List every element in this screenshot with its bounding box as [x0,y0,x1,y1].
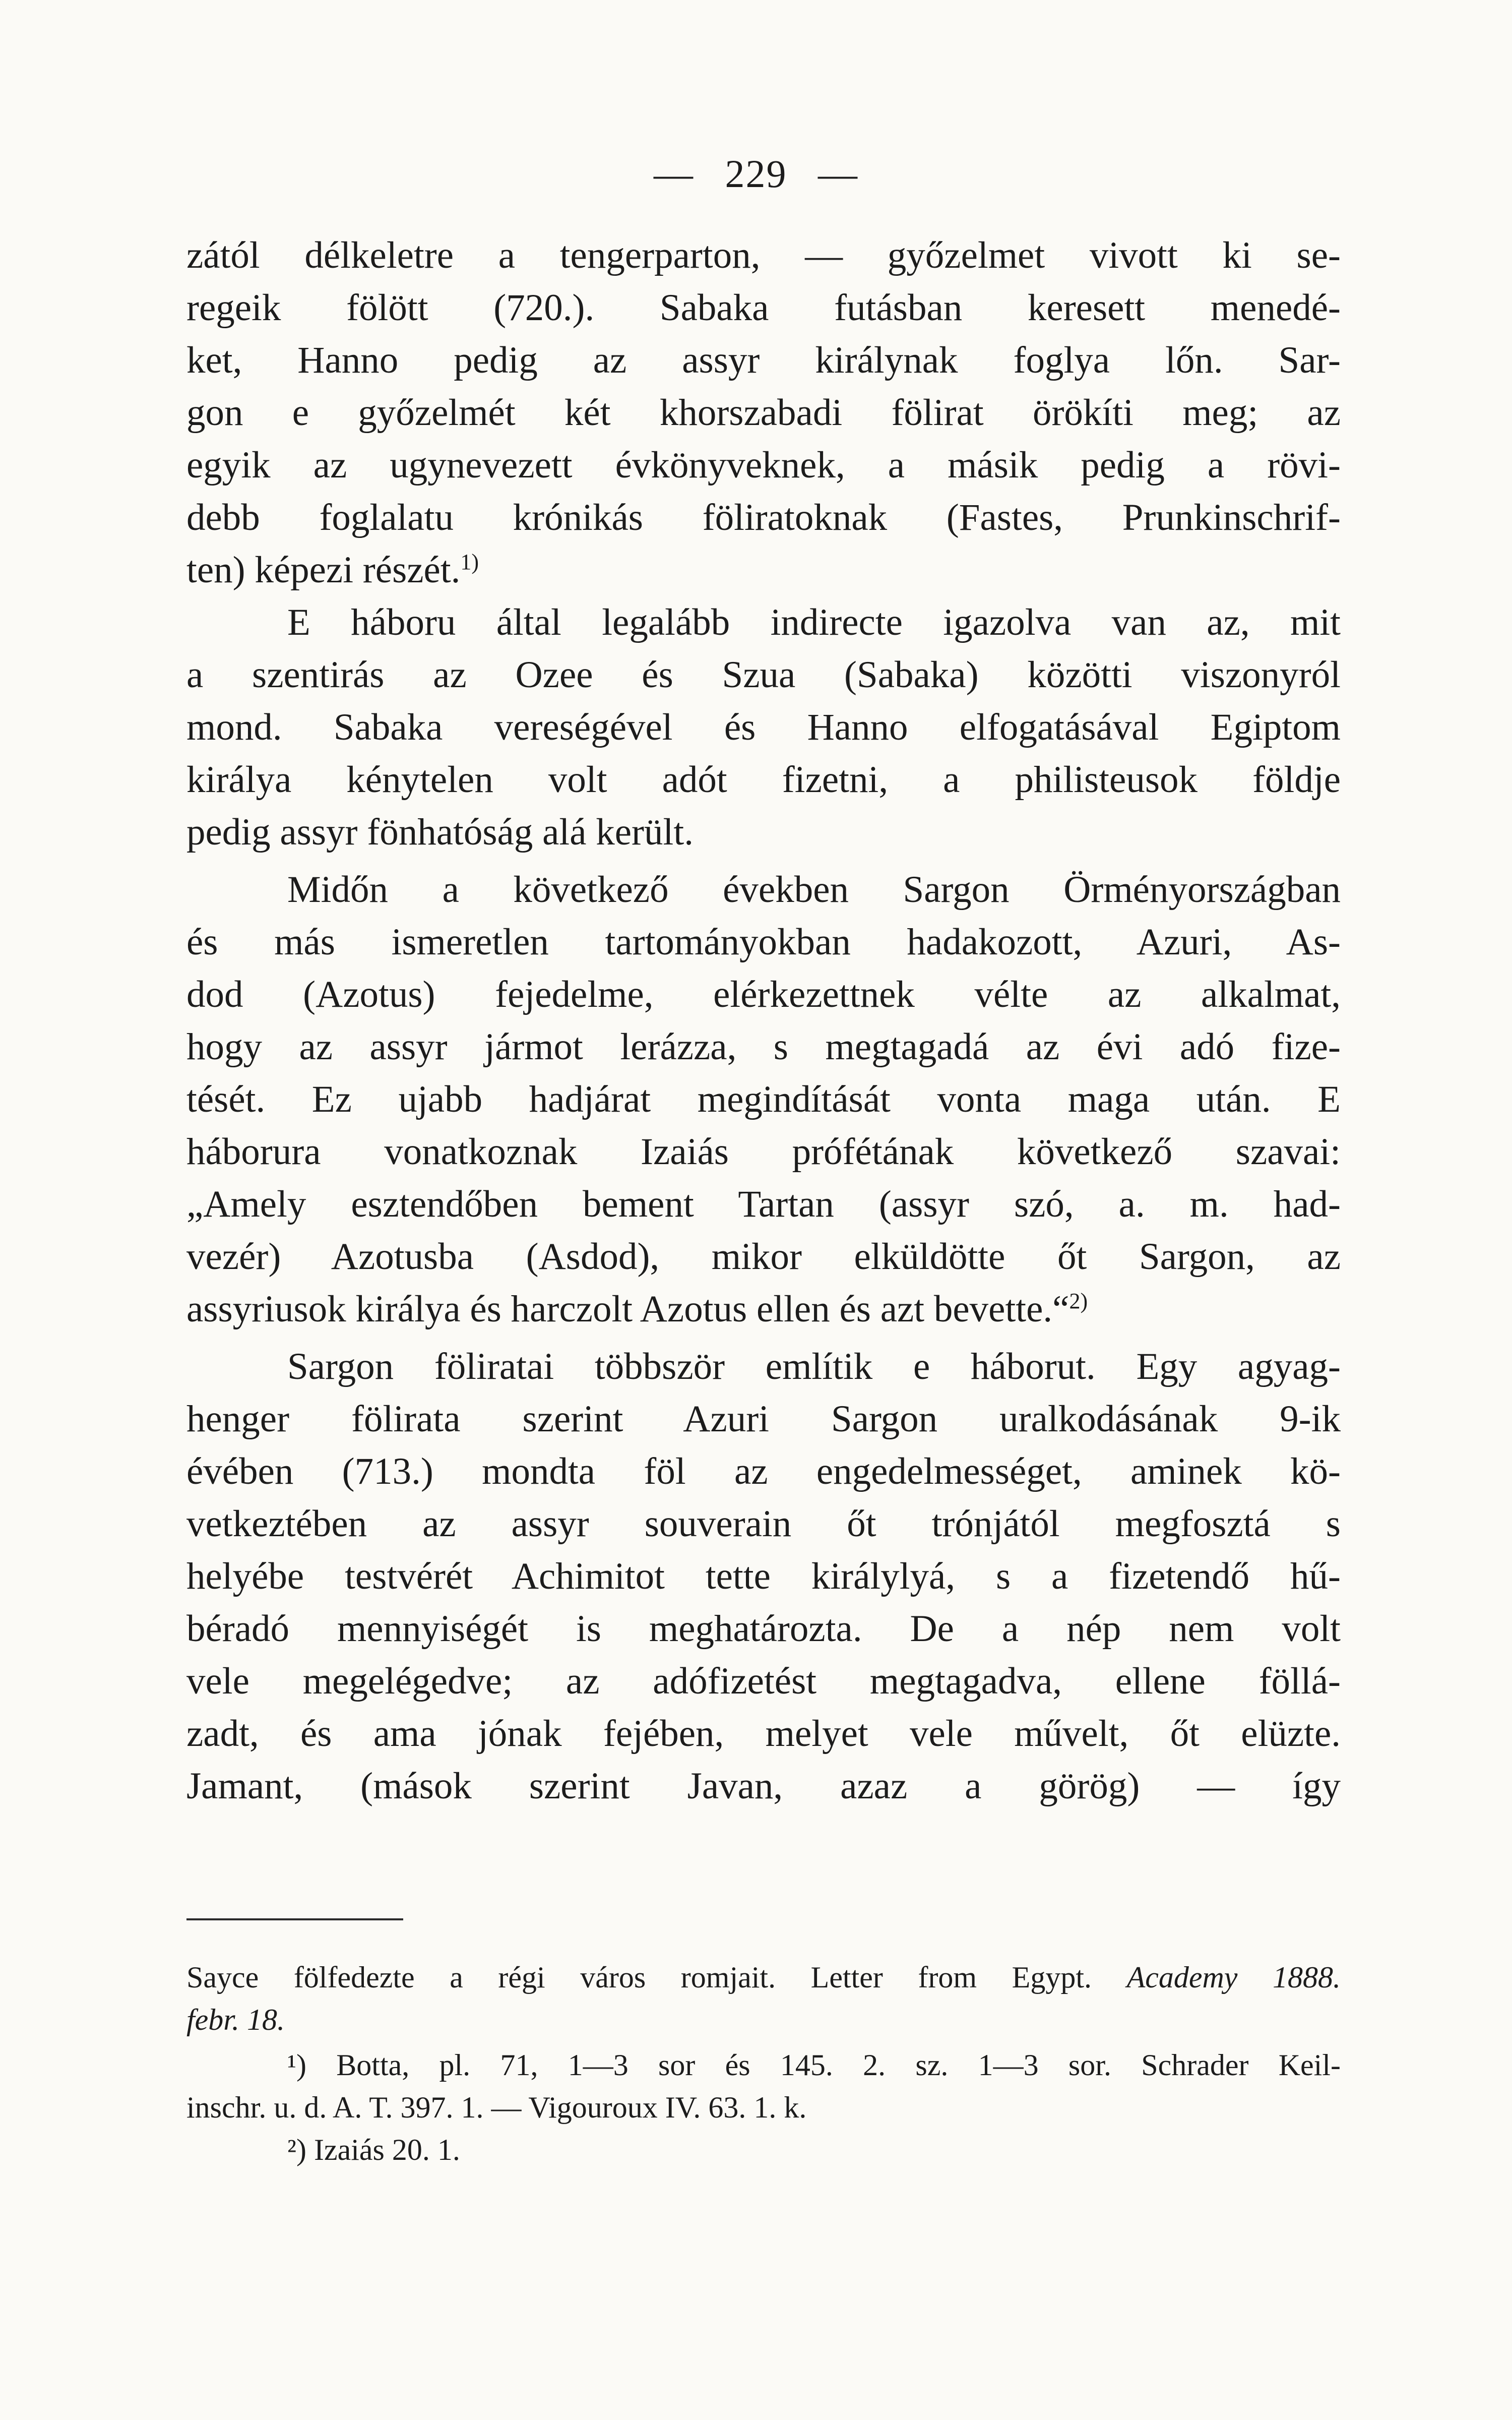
text-line: háborura vonatkoznak Izaiás prófétának következő szavai: [186,1131,1341,1173]
footnote-1-line2: inschr. u. d. A. T. 397. 1. — Vigouroux IV. 63. 1. k. [186,2091,807,2124]
text-line-with-footnote [186,544,1341,596]
main-text [186,229,1341,1812]
text-line: hogy az assyr jármot lerázza, s megtagadá az évi adó fize- [186,1026,1341,1068]
text-line: Midőn a következő években Sargon Örményországban [287,869,1341,911]
footnote-1-mark: ¹) [287,2048,306,2082]
text-line: évében (713.) mondta föl az engedelmességet, aminek kö- [186,1450,1341,1492]
text-line: és más ismeretlen tartományokban hadakozott, Azuri, As- [186,921,1341,963]
text-line: királya kénytelen volt adót fizetni, a philisteusok földje [186,759,1341,801]
text-line: E háboru által legalább indirecte igazolva van az, mit [287,601,1341,643]
footnote-2-line1: ²) Izaiás 20. 1. [287,2133,460,2166]
text-line: vetkeztében az assyr souverain őt trónjától megfosztá s [186,1503,1341,1545]
text-line: helyébe testvérét Achimitot tette királylyá, s a fizetendő hű- [186,1555,1341,1597]
page-number: 229 [725,152,787,196]
text-line: egyik az ugynevezett évkönyveknek, a másik pedig a rövi- [186,444,1341,486]
text-line: „Amely esztendőben bement Tartan (assyr szó, a. m. had- [186,1183,1341,1225]
text-line-with-footnote [186,1283,1341,1336]
text-line: vele megelégedve; az adófizetést megtagadva, ellene föllá- [186,1660,1341,1702]
footnote-2-mark: ²) [287,2133,306,2166]
footnotes [186,1956,1341,2171]
text-line: gon e győzelmét két khorszabadi fölirat örökíti meg; az [186,392,1341,434]
page-number-dash-right: — [818,152,858,196]
footnote-marker: 2) [1069,1289,1088,1313]
text-line: Sargon föliratai többször említik e háborut. Egy agyag- [287,1346,1341,1387]
text-line: ten) képezi részét. [186,549,461,591]
footnote-divider [186,1918,403,1920]
text-line: zadt, és ama jónak fejében, melyet vele művelt, őt elüzte. [186,1713,1341,1754]
footnote-1-line1: ¹) Botta, pl. 71, 1—3 sor és 145. 2. sz. 1—3 sor. Schrader Keil- [287,2048,1341,2082]
text-line: ket, Hanno pedig az assyr királynak foglya lőn. Sar- [186,339,1341,381]
text-line: henger fölirata szerint Azuri Sargon uralkodásának 9-ik [186,1398,1341,1440]
footnote-marker: 1) [460,550,479,574]
text-line: pedig assyr fönhatóság alá került. [186,811,694,853]
text-line: debb foglalatu krónikás föliratoknak (Fastes, Prunkinschrif- [186,497,1341,538]
text-line: tését. Ez ujabb hadjárat megindítását vonta maga után. E [186,1078,1341,1120]
text-line: béradó mennyiségét is meghatározta. De a nép nem volt [186,1608,1341,1650]
page-number-header [0,151,1512,197]
footnote-sayce-line1: Sayce fölfedezte a régi város romjait. Letter from Egypt. Academy 1888. [186,1961,1341,1994]
text-line: Jamant, (mások szerint Javan, azaz a görög) — így [186,1765,1341,1807]
text-line: assyriusok királya és harczolt Azotus ellen és azt bevette.“ [186,1288,1069,1330]
page-number-dash-left: — [654,152,694,196]
text-line: regeik fölött (720.). Sabaka futásban keresett menedé- [186,287,1341,329]
text-line: zától délkeletre a tengerparton, — győzelmet vivott ki se- [186,234,1341,276]
text-line: a szentirás az Ozee és Szua (Sabaka) közötti viszonyról [186,654,1341,696]
text-line: vezér) Azotusba (Asdod), mikor elküldötte őt Sargon, az [186,1236,1341,1278]
footnote-sayce-line2: febr. 18. [186,2003,285,2036]
text-line: dod (Azotus) fejedelme, elérkezettnek vélte az alkalmat, [186,974,1341,1015]
text-line: mond. Sabaka vereségével és Hanno elfogatásával Egiptom [186,706,1341,748]
